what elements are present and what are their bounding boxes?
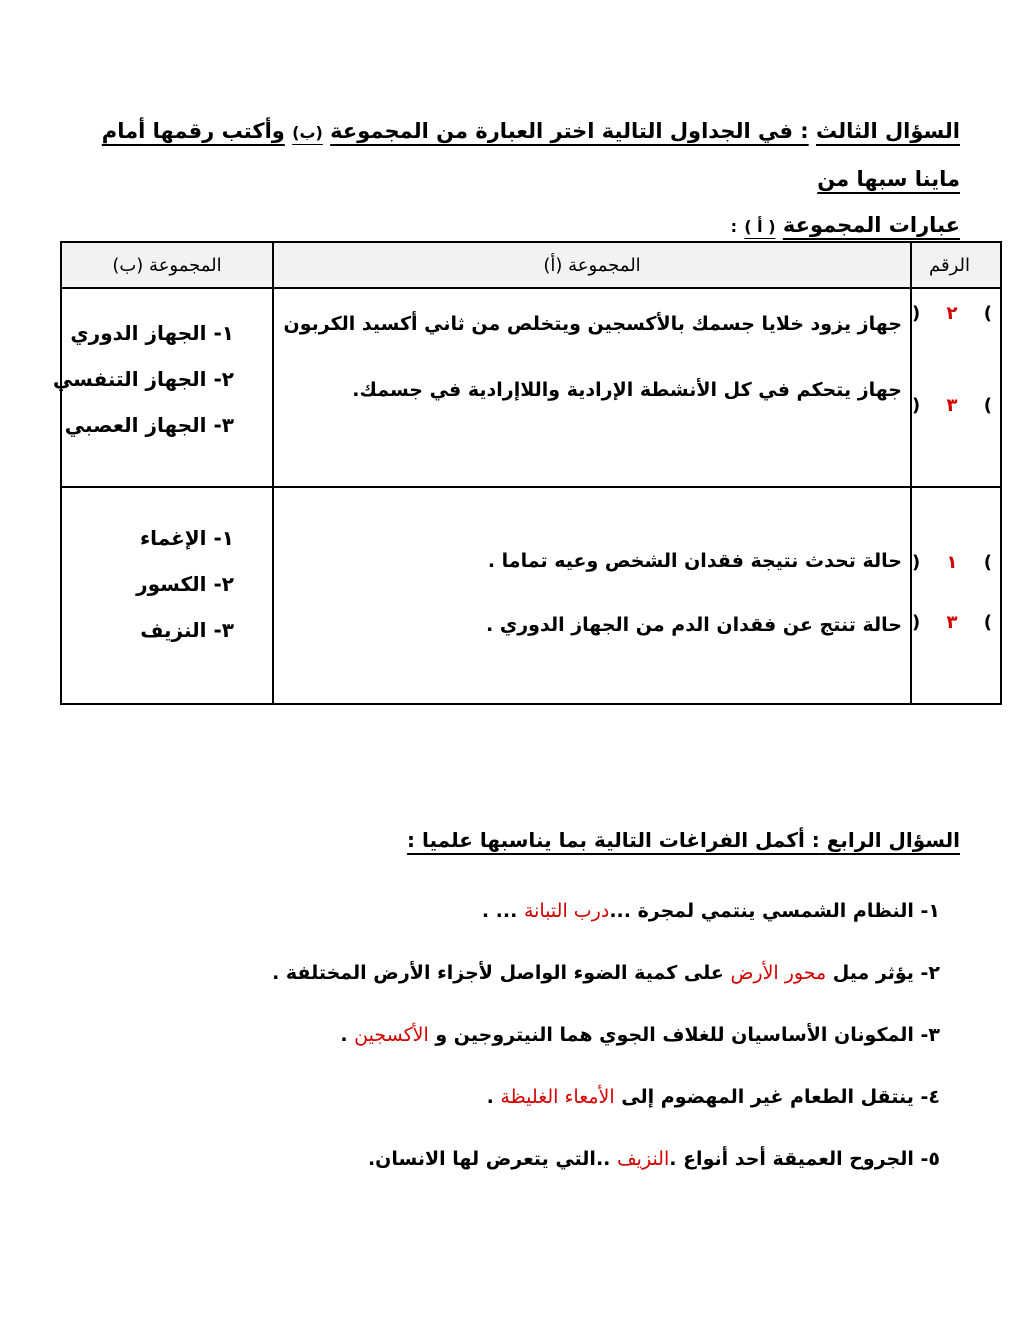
option: ٣- الجهاز العصبي [64, 413, 234, 437]
question-4-heading [407, 828, 960, 852]
answer-text[interactable]: محور الأرض [730, 962, 827, 984]
group-b-ref: (ب) [292, 123, 323, 142]
question-3-instruction-2: وأكتب رقمها أمام ماينا سبها من [101, 119, 960, 191]
group-a-cell [273, 288, 911, 487]
option: ٣- النزيف [140, 617, 234, 642]
option: ١- الإغماء [139, 525, 234, 550]
item-text: ٤- ينتقل الطعام غير المهضوم إلى [614, 1086, 940, 1108]
colon: : [730, 217, 737, 236]
answer-value: ٢ [946, 303, 958, 324]
header-group-b: المجموعة (ب) [61, 242, 273, 288]
item-text: . [340, 1024, 355, 1046]
answer-box[interactable]: ) ٣ ( [912, 395, 992, 416]
answer-text[interactable]: درب التبانة [523, 900, 610, 922]
fill-blank-item [272, 962, 940, 984]
answer-text[interactable]: الأكسجين [354, 1024, 429, 1046]
header-group-a: المجموعة (أ) [273, 242, 911, 288]
question-3-heading [100, 108, 960, 250]
group-b-cell [61, 487, 273, 704]
table-row [61, 288, 1001, 487]
table-header-row [61, 242, 1001, 288]
option: ١- الجهاز الدوري [70, 321, 234, 345]
table-row [61, 487, 1001, 704]
item-text: ..التي يتعرض لها الانسان. [367, 1148, 617, 1170]
answer-value: ١ [946, 551, 958, 573]
header-number: الرقم [911, 242, 1001, 288]
matching-table [52, 241, 1002, 705]
question-3-line-2: عبارات المجموعة [782, 213, 960, 237]
option: ٢- الكسور [136, 571, 234, 596]
group-a-cell [273, 487, 911, 704]
answer-value: ٣ [946, 611, 958, 633]
statement: جهاز يتحكم في كل الأنشطة الإرادية واللاإرادية في جسمك. [352, 379, 902, 401]
item-text: ٥- الجروح العميقة أحد أنواع . [669, 1148, 940, 1170]
group-b-cell [52, 288, 273, 487]
answer-box[interactable]: ) ٢ ( [912, 303, 992, 324]
statement: حالة تحدث نتيجة فقدان الشخص وعيه تماما . [487, 549, 902, 572]
question-4-instruction: : أكمل الفراغات التالية بما يناسبها علميا : [407, 828, 820, 852]
question-4-label: السؤال الرابع [826, 828, 960, 852]
question-3-label: السؤال الثالث [815, 119, 960, 143]
item-text: على كمية الضوء الواصل لأجزاء الأرض المختلفة . [272, 962, 731, 984]
statement: حالة تنتج عن فقدان الدم من الجهاز الدوري . [485, 613, 902, 636]
fill-blank-item [487, 1086, 940, 1108]
fill-blank-item [482, 900, 940, 922]
question-3-instruction: : في الجداول التالية اختر العبارة من المجموعة [330, 119, 809, 143]
option: ٢- الجهاز التنفسي [52, 367, 234, 391]
item-text: ... . [481, 900, 524, 922]
answer-text[interactable]: الأمعاء الغليظة [500, 1086, 615, 1108]
answer-box[interactable]: ) ١ ( [912, 551, 992, 573]
answer-value: ٣ [946, 395, 958, 416]
answer-box[interactable]: ) ٣ ( [912, 611, 992, 633]
item-text: ٢- يؤثر ميل [826, 962, 940, 984]
statement: جهاز يزود خلايا جسمك بالأكسجين ويتخلص من ثاني أكسيد الكربون [283, 313, 902, 335]
item-text: . [486, 1086, 501, 1108]
group-a-ref: ( أ ) [744, 217, 776, 236]
fill-blank-item [340, 1024, 940, 1046]
fill-blank-item [368, 1148, 940, 1170]
item-text: ٣- المكونان الأساسيان للغلاف الجوي هما النيتروجين و [428, 1024, 940, 1046]
item-text: ١- النظام الشمسي ينتمي لمجرة ... [609, 900, 940, 922]
answer-cell [911, 487, 1001, 704]
answer-text[interactable]: النزيف [617, 1148, 670, 1170]
answer-cell [911, 288, 1001, 487]
